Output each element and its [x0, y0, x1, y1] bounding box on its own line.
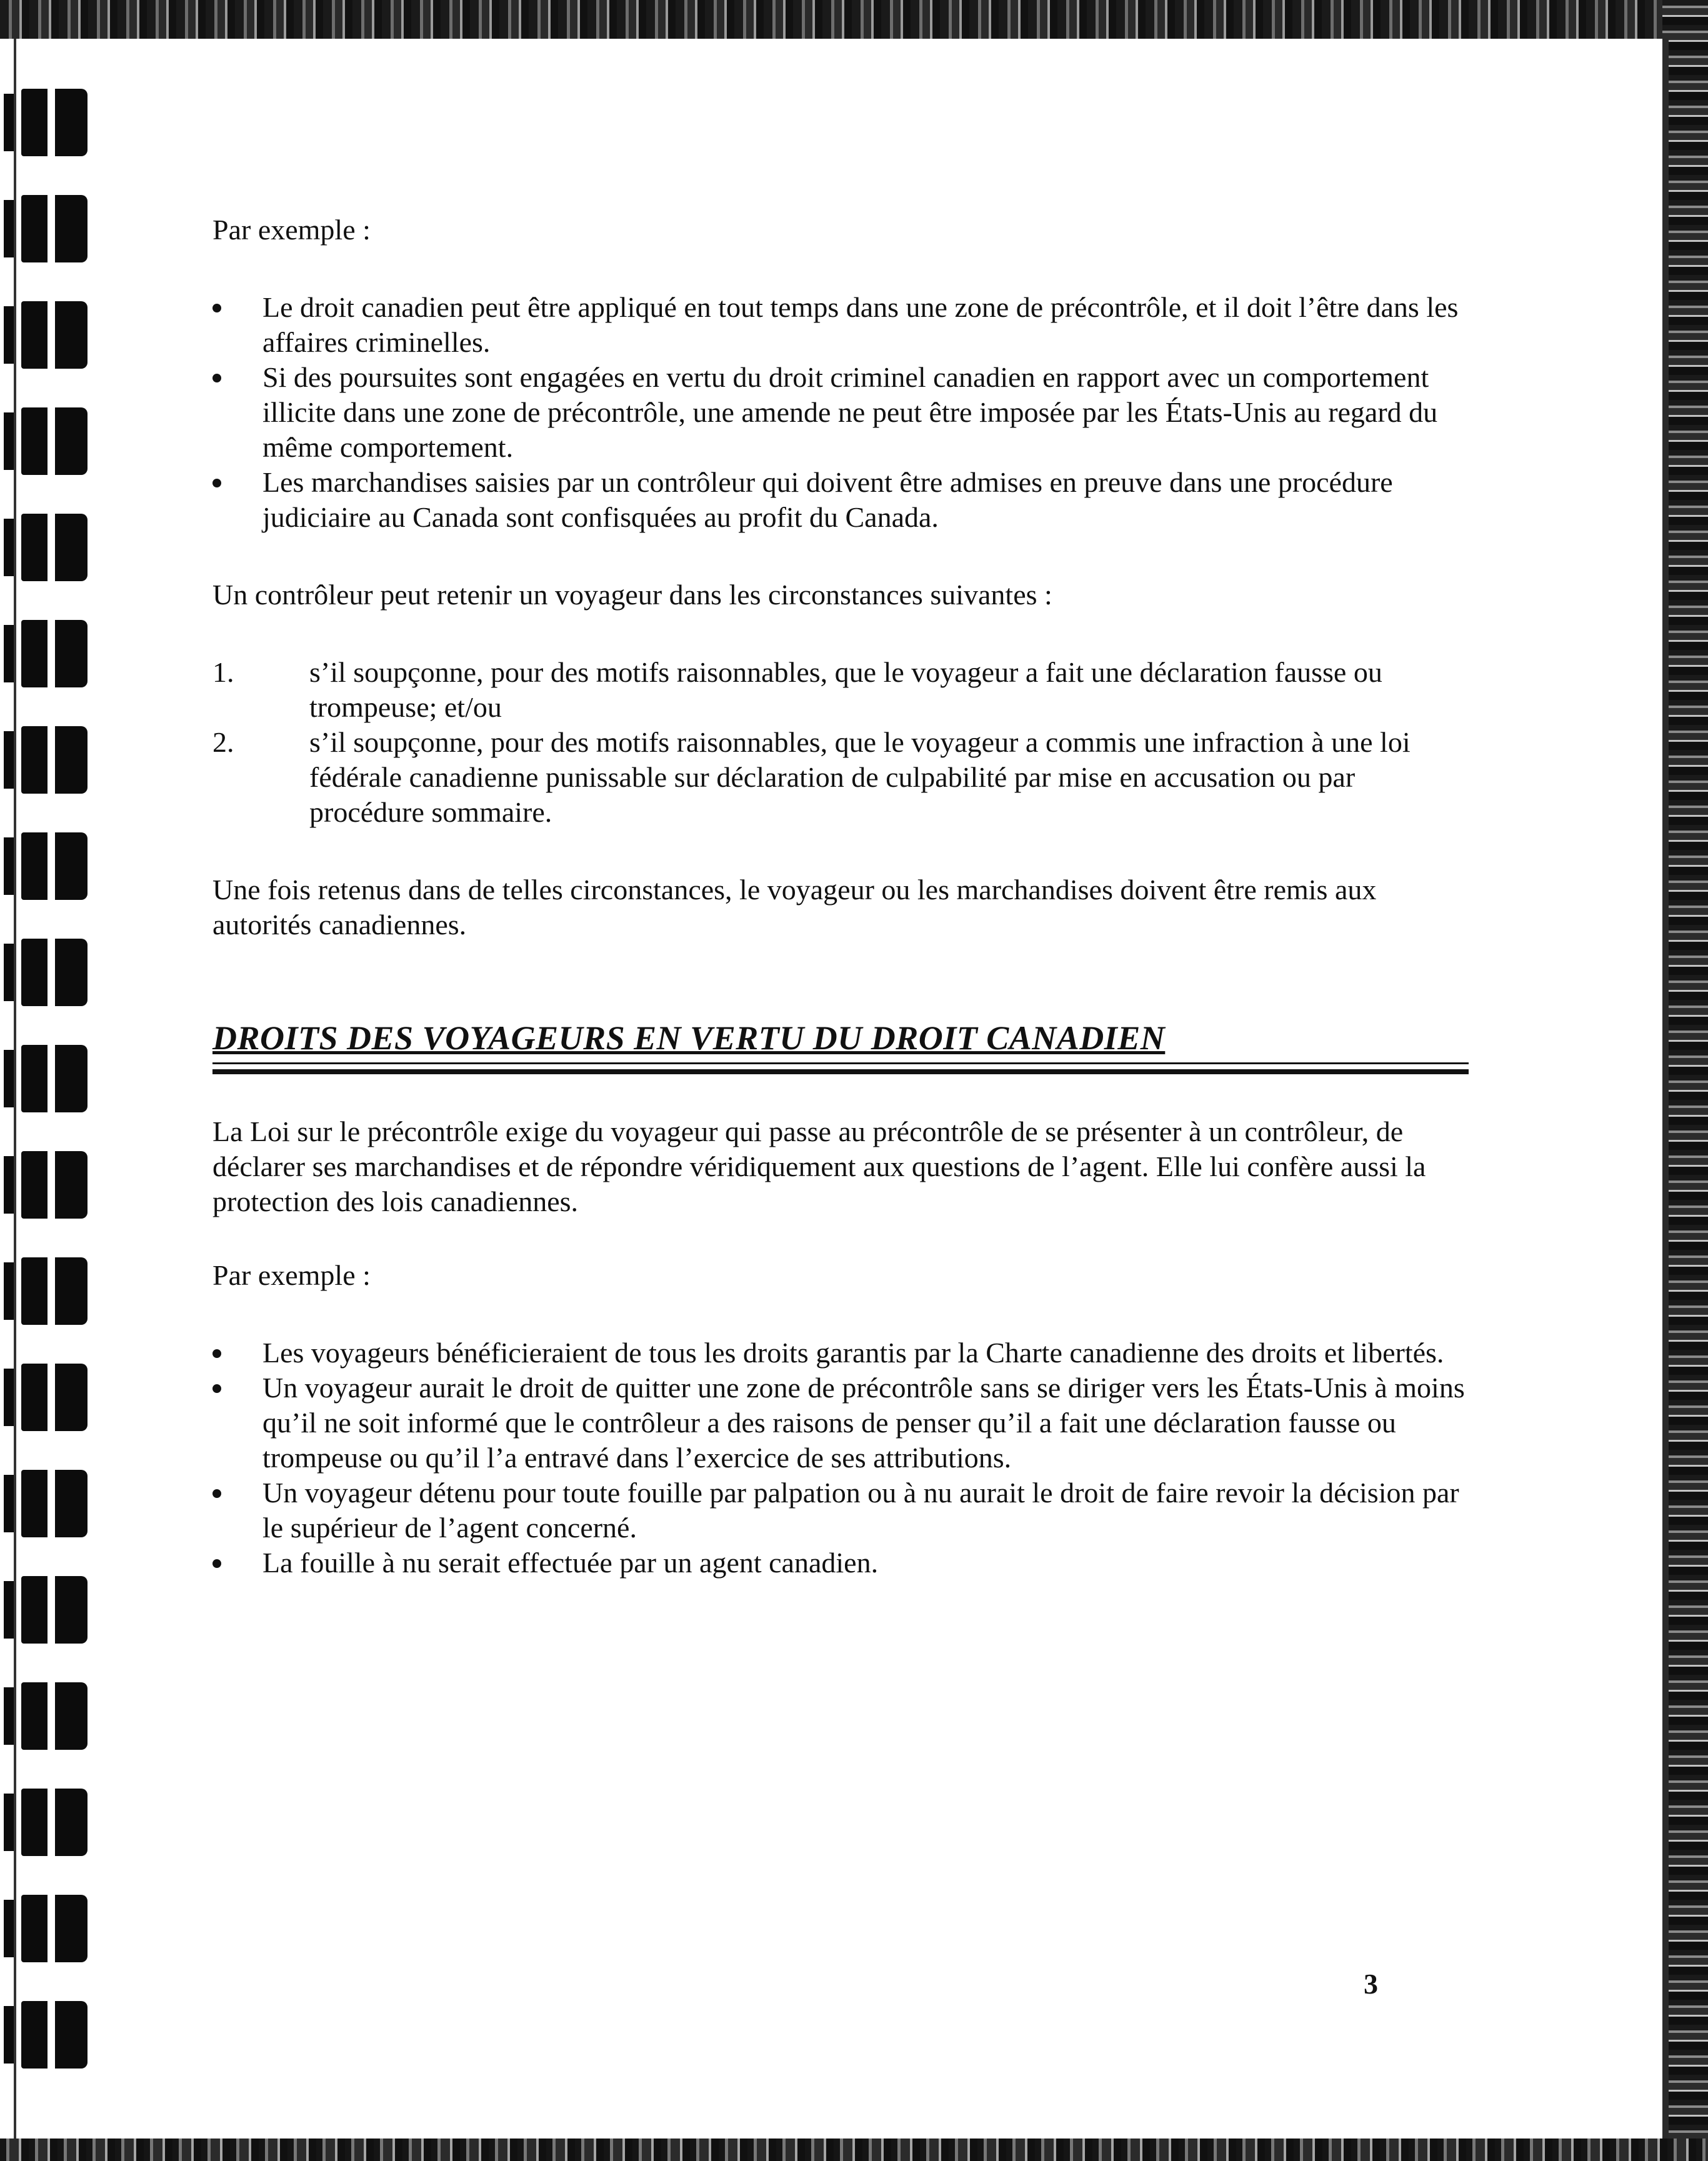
bullet-icon: [212, 304, 221, 312]
list-item-text: Si des poursuites sont engagées en vertu du droit criminel canadien en rapport avec un comportement illicite dans une zone de précontrôle, une amende ne peut être imposée par les États-Unis au regard du même comportement.: [262, 361, 1438, 463]
binding-ring: [4, 1364, 91, 1431]
list-item: [212, 1335, 1469, 1370]
bullet-icon: [212, 1349, 221, 1358]
binding-ring: [4, 301, 91, 369]
section2-heading-block: [212, 1017, 1469, 1074]
list-item: [212, 290, 1469, 360]
binding-ring: [4, 1470, 91, 1537]
scan-right-border: [1662, 39, 1669, 2139]
binding-ring: [4, 620, 91, 687]
section2-paragraph: La Loi sur le précontrôle exige du voyageur qui passe au précontrôle de se présenter à un contrôleur, de déclarer ses marchandises et de répondre véridiquement aux questions de l’agent. Elle lui confère aussi la protection des lois canadiennes.: [212, 1115, 1426, 1217]
spiral-binding: [0, 39, 100, 2139]
binding-ring: [4, 726, 91, 794]
section2-bullet-list: [212, 1335, 1469, 1580]
scan-bottom-edge: [0, 2139, 1708, 2161]
binding-ring: [4, 195, 91, 262]
list-item-text: Les voyageurs bénéficieraient de tous les droits garantis par la Charte canadienne des droits et libertés.: [262, 1337, 1444, 1369]
binding-ring: [4, 1682, 91, 1750]
binding-ring: [4, 1789, 91, 1856]
list-item-text: s’il soupçonne, pour des motifs raisonnables, que le voyageur a fait une déclaration fausse ou trompeuse; et/ou: [309, 656, 1382, 723]
section2-intro: Par exemple :: [212, 1259, 371, 1291]
list-item: [212, 1475, 1469, 1545]
list-item-text: Un voyageur aurait le droit de quitter une zone de précontrôle sans se diriger vers les États-Unis à moins qu’il ne soit informé que le contrôleur a des raisons de penser qu’il a fait une déclaration fausse ou trompeuse ou qu’il l’a entravé dans l’exercice de ses attributions.: [262, 1372, 1465, 1474]
scan-top-edge: [0, 0, 1708, 39]
scan-right-edge: [1662, 0, 1708, 2161]
list-item: [212, 725, 1469, 830]
list-number: 1.: [212, 656, 234, 688]
heading-rule: [212, 1062, 1469, 1074]
list-item: [212, 360, 1469, 465]
binding-ring: [4, 832, 91, 900]
bullet-icon: [212, 1559, 221, 1568]
list-item-text: s’il soupçonne, pour des motifs raisonnables, que le voyageur a commis une infraction à une loi fédérale canadienne punissable sur déclaration de culpabilité par mise en accusation ou par procédure sommaire.: [309, 726, 1411, 828]
list-item: [212, 1370, 1469, 1475]
list-item: [212, 465, 1469, 535]
list-item-text: Les marchandises saisies par un contrôleur qui doivent être admises en preuve dans une procédure judiciaire au Canada sont confisquées au profit du Canada.: [262, 466, 1393, 533]
binding-ring: [4, 89, 91, 156]
bullet-icon: [212, 479, 221, 487]
binding-ring: [4, 514, 91, 581]
section1-bullet-list: [212, 290, 1469, 535]
bullet-icon: [212, 1489, 221, 1498]
section-heading: DROITS DES VOYAGEURS EN VERTU DU DROIT CANADIEN: [212, 1019, 1166, 1057]
binding-ring: [4, 407, 91, 475]
bullet-icon: [212, 1384, 221, 1393]
list-item-text: Le droit canadien peut être appliqué en tout temps dans une zone de précontrôle, et il doit l’être dans les affaires criminelles.: [262, 291, 1459, 358]
list-item: [212, 655, 1469, 725]
list-number: 2.: [212, 726, 234, 758]
binding-ring: [4, 1151, 91, 1219]
list-item: [212, 1545, 1469, 1580]
detain-conditions-list: [212, 655, 1469, 830]
list-item-text: La fouille à nu serait effectuée par un agent canadien.: [262, 1547, 879, 1579]
section1-intro: Par exemple :: [212, 214, 371, 246]
binding-ring: [4, 939, 91, 1006]
list-item-text: Un voyageur détenu pour toute fouille par palpation ou à nu aurait le droit de faire revoir la décision par le supérieur de l’agent concerné.: [262, 1477, 1459, 1544]
binding-ring: [4, 1576, 91, 1644]
binding-ring: [4, 1895, 91, 1962]
page-number: 3: [1364, 1968, 1378, 2000]
bullet-icon: [212, 374, 221, 382]
binding-ring: [4, 1045, 91, 1112]
binding-ring: [4, 2001, 91, 2069]
section1-closing: Une fois retenus dans de telles circonstances, le voyageur ou les marchandises doivent être remis aux autorités canadiennes.: [212, 874, 1377, 941]
page-content: [212, 212, 1469, 1623]
detain-intro: Un contrôleur peut retenir un voyageur dans les circonstances suivantes :: [212, 579, 1052, 611]
binding-ring: [4, 1257, 91, 1325]
